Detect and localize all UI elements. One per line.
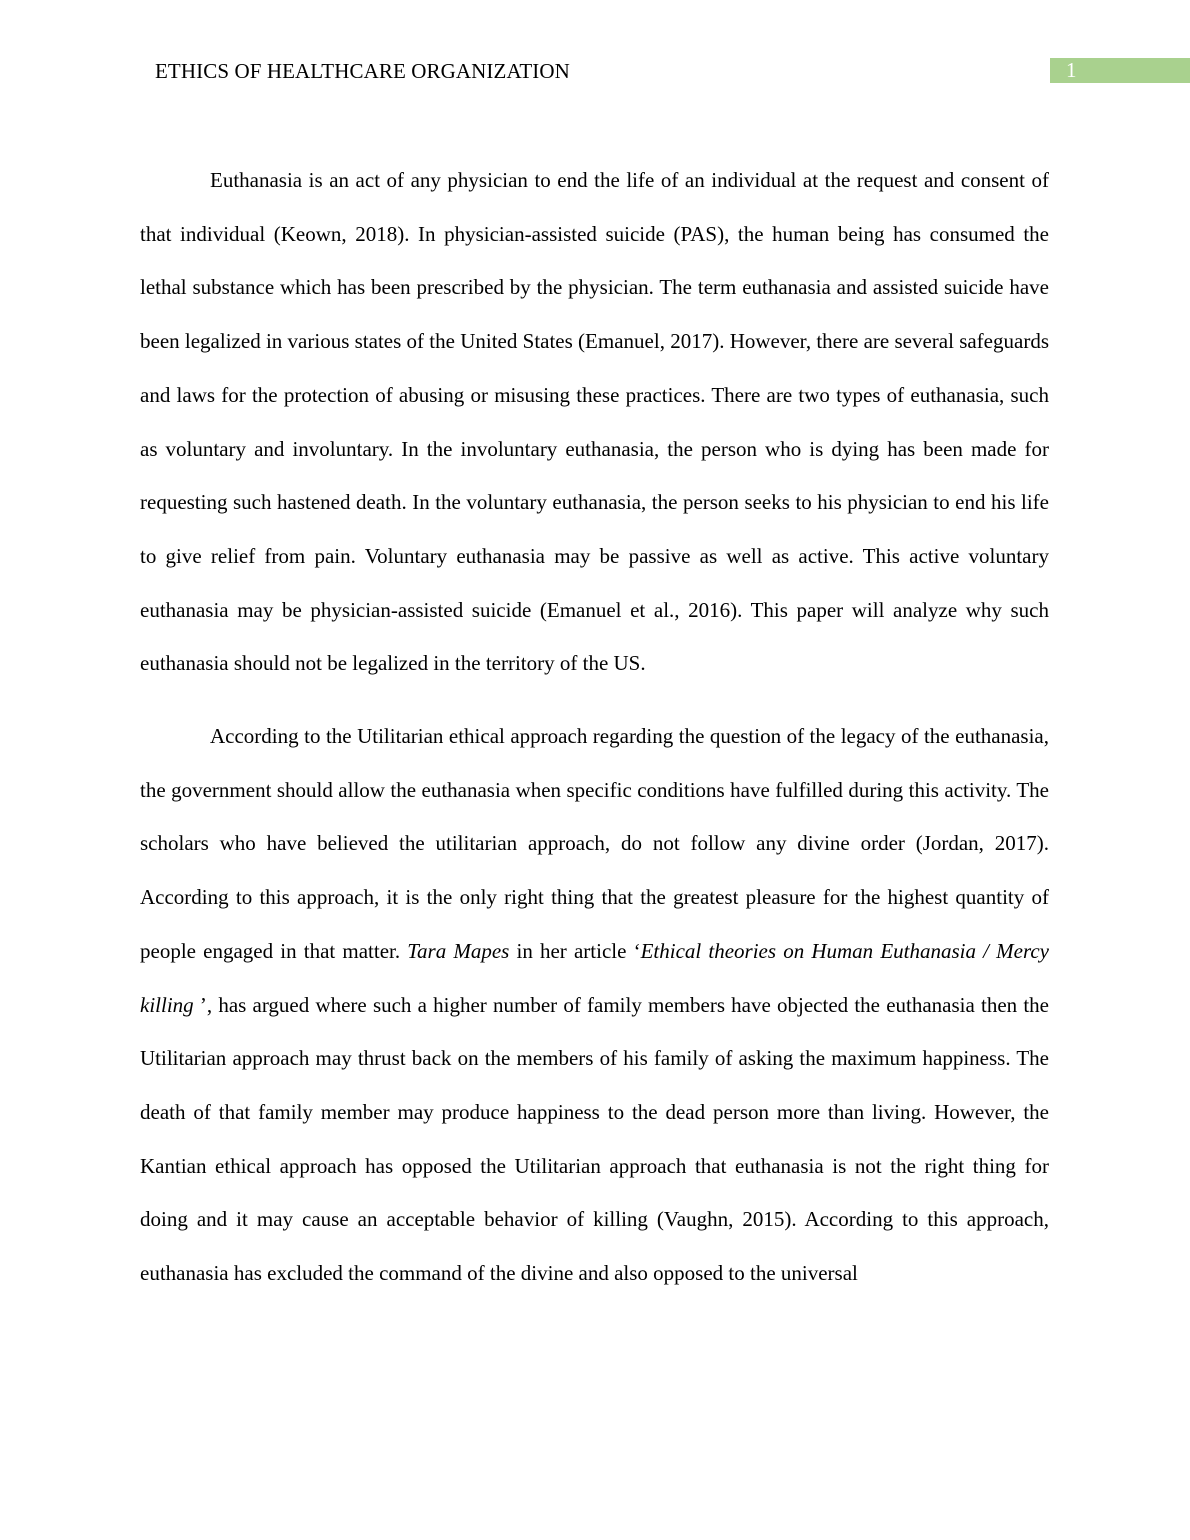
paragraph-2 (140, 710, 1049, 1301)
paragraph-1-text: Euthanasia is an act of any physician to end the life of an individual at the request and consent of that individual (Keown, 2018). In physician-assisted suicide (PAS), the human being has consumed the lethal substance which has been prescribed by the physician. The term euthanasia and assisted suicide have been legalized in various states of the United States (Emanuel, 2017). However, there are several safeguards and laws for the protection of abusing or misusing these practices. There are two types of euthanasia, such as voluntary and involuntary. In the involuntary euthanasia, the person who is dying has been made for requesting such hastened death. In the voluntary euthanasia, the person seeks to his physician to end his life to give relief from pain. Voluntary euthanasia may be passive as well as active. This active voluntary euthanasia may be physician-assisted suicide (Emanuel et al., 2016). This paper will analyze why such euthanasia should not be legalized in the territory of the US. (140, 168, 1049, 676)
page-number-bar (1050, 58, 1190, 83)
paragraph-2-intro: According to the Utilitarian ethical approach regarding the question of the legacy of the euthanasia, the government should allow the euthanasia when specific conditions have fulfilled during this activity. The scholars who have believed the utilitarian approach, do not follow any divine order (Jordan, 2017). According to this approach, it is the only right thing that the greatest pleasure for the highest quantity of people engaged in that matter. (140, 724, 1049, 963)
close-quote: ’ (199, 992, 207, 1017)
paragraph-1 (140, 154, 1049, 691)
open-quote: ‘ (633, 938, 641, 963)
paragraph-2-body: , has argued where such a higher number of family members have objected the euthanasia then the Utilitarian approach may thrust back on the members of his family of asking the maximum happiness. The death of that family member may produce happiness to the dead person more than living. However, the Kantian ethical approach has opposed the Utilitarian approach that euthanasia is not the right thing for doing and it may cause an acceptable behavior of killing (Vaughn, 2015). According to this approach, euthanasia has excluded the command of the divine and also opposed to the universal (140, 992, 1050, 1286)
page-number: 1 (1066, 58, 1077, 82)
author-name: Tara Mapes (407, 938, 510, 963)
running-head: ETHICS OF HEALTHCARE ORGANIZATION (155, 59, 570, 83)
in-her-article-text: in her article (516, 938, 627, 963)
body-text (140, 154, 1049, 1301)
article-title: Ethical theories on Human Euthanasia / Mercy killing (140, 938, 1049, 1017)
